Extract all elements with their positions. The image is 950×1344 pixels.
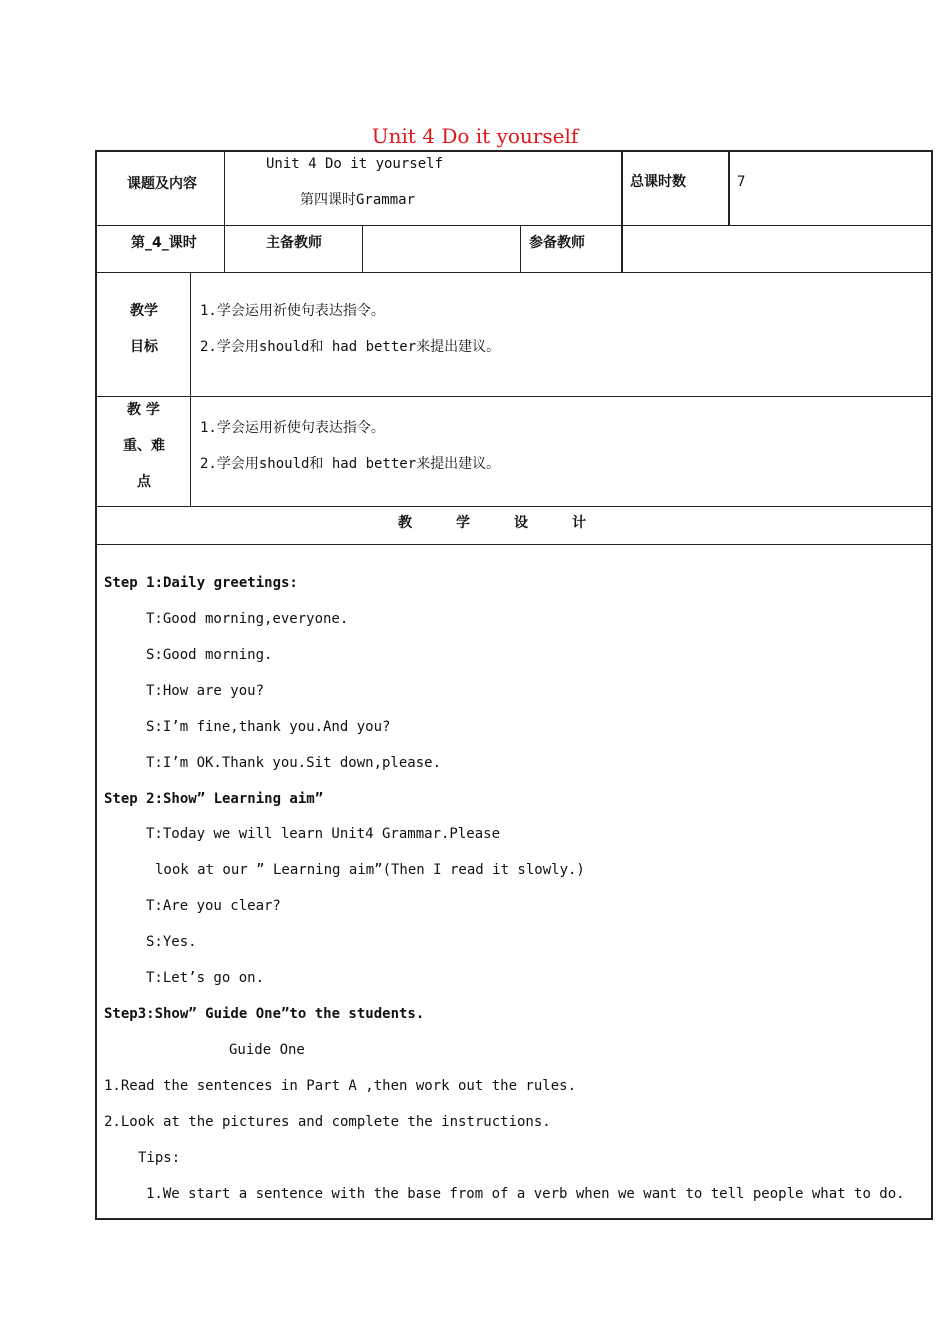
row-divider xyxy=(96,544,933,545)
row-divider xyxy=(96,272,933,273)
step-heading: Step3:Show” Guide One”to the students. xyxy=(104,1006,425,1022)
keypoints-label-1: 教 学 xyxy=(127,402,160,418)
table-border-top xyxy=(96,150,933,152)
dialogue-line: T:Let’s go on. xyxy=(146,970,265,986)
guide-item: 2.Look at the pictures and complete the instructions. xyxy=(104,1114,551,1130)
col-divider xyxy=(190,272,191,506)
dialogue-line: T:Are you clear? xyxy=(146,898,281,914)
objective-item: 2.学会用should和 had better来提出建议。 xyxy=(200,339,501,355)
objective-item: 1.学会运用祈使句表达指令。 xyxy=(200,303,385,319)
keypoint-item: 1.学会运用祈使句表达指令。 xyxy=(200,420,385,436)
dialogue-line: S:I’m fine,thank you.And you? xyxy=(146,719,391,735)
row-divider xyxy=(96,225,933,226)
col-divider xyxy=(728,150,730,225)
objectives-label-2: 目标 xyxy=(130,339,158,355)
assist-teacher-label: 参备教师 xyxy=(529,235,585,251)
keypoints-label-3: 点 xyxy=(137,474,151,490)
lesson-label: 第_4_课时 xyxy=(131,235,197,251)
dialogue-line: look at our ” Learning aim”(Then I read it slowly.) xyxy=(155,862,585,878)
objectives-label-1: 教学 xyxy=(130,303,158,319)
col-divider xyxy=(362,225,363,272)
row-divider xyxy=(96,396,933,397)
step-heading: Step 2:Show” Learning aim” xyxy=(104,791,324,807)
topic-line1: Unit 4 Do it yourself xyxy=(266,156,444,172)
hours-label: 总课时数 xyxy=(630,174,686,190)
keypoints-label-2: 重、难 xyxy=(123,438,165,454)
guide-title: Guide One xyxy=(229,1042,305,1058)
row-divider xyxy=(96,506,933,507)
dialogue-line: T:I’m OK.Thank you.Sit down,please. xyxy=(146,755,442,771)
col-divider xyxy=(621,150,623,272)
topic-line2: 第四课时Grammar xyxy=(300,192,416,208)
hours-value: 7 xyxy=(737,174,746,190)
keypoint-item: 2.学会用should和 had better来提出建议。 xyxy=(200,456,501,472)
dialogue-line: T:How are you? xyxy=(146,683,265,699)
dialogue-line: S:Good morning. xyxy=(146,647,273,663)
document-title: Unit 4 Do it yourself xyxy=(371,124,579,148)
col-divider xyxy=(224,150,225,272)
table-border-left xyxy=(95,150,97,1220)
main-teacher-label: 主备教师 xyxy=(266,235,322,251)
tips-label: Tips: xyxy=(138,1150,181,1166)
dialogue-line: T:Today we will learn Unit4 Grammar.Please xyxy=(146,826,501,842)
tip-item: 1.We start a sentence with the base from of a verb when we want to tell people what to do. xyxy=(146,1186,905,1202)
col-divider xyxy=(520,225,521,272)
table-border-bottom xyxy=(96,1218,933,1220)
topic-label: 课题及内容 xyxy=(127,176,197,192)
design-heading: 教学设计 xyxy=(398,515,630,531)
guide-item: 1.Read the sentences in Part A ,then work out the rules. xyxy=(104,1078,577,1094)
dialogue-line: S:Yes. xyxy=(146,934,197,950)
dialogue-line: T:Good morning,everyone. xyxy=(146,611,349,627)
table-border-right xyxy=(931,150,933,1220)
step-heading: Step 1:Daily greetings: xyxy=(104,575,298,591)
